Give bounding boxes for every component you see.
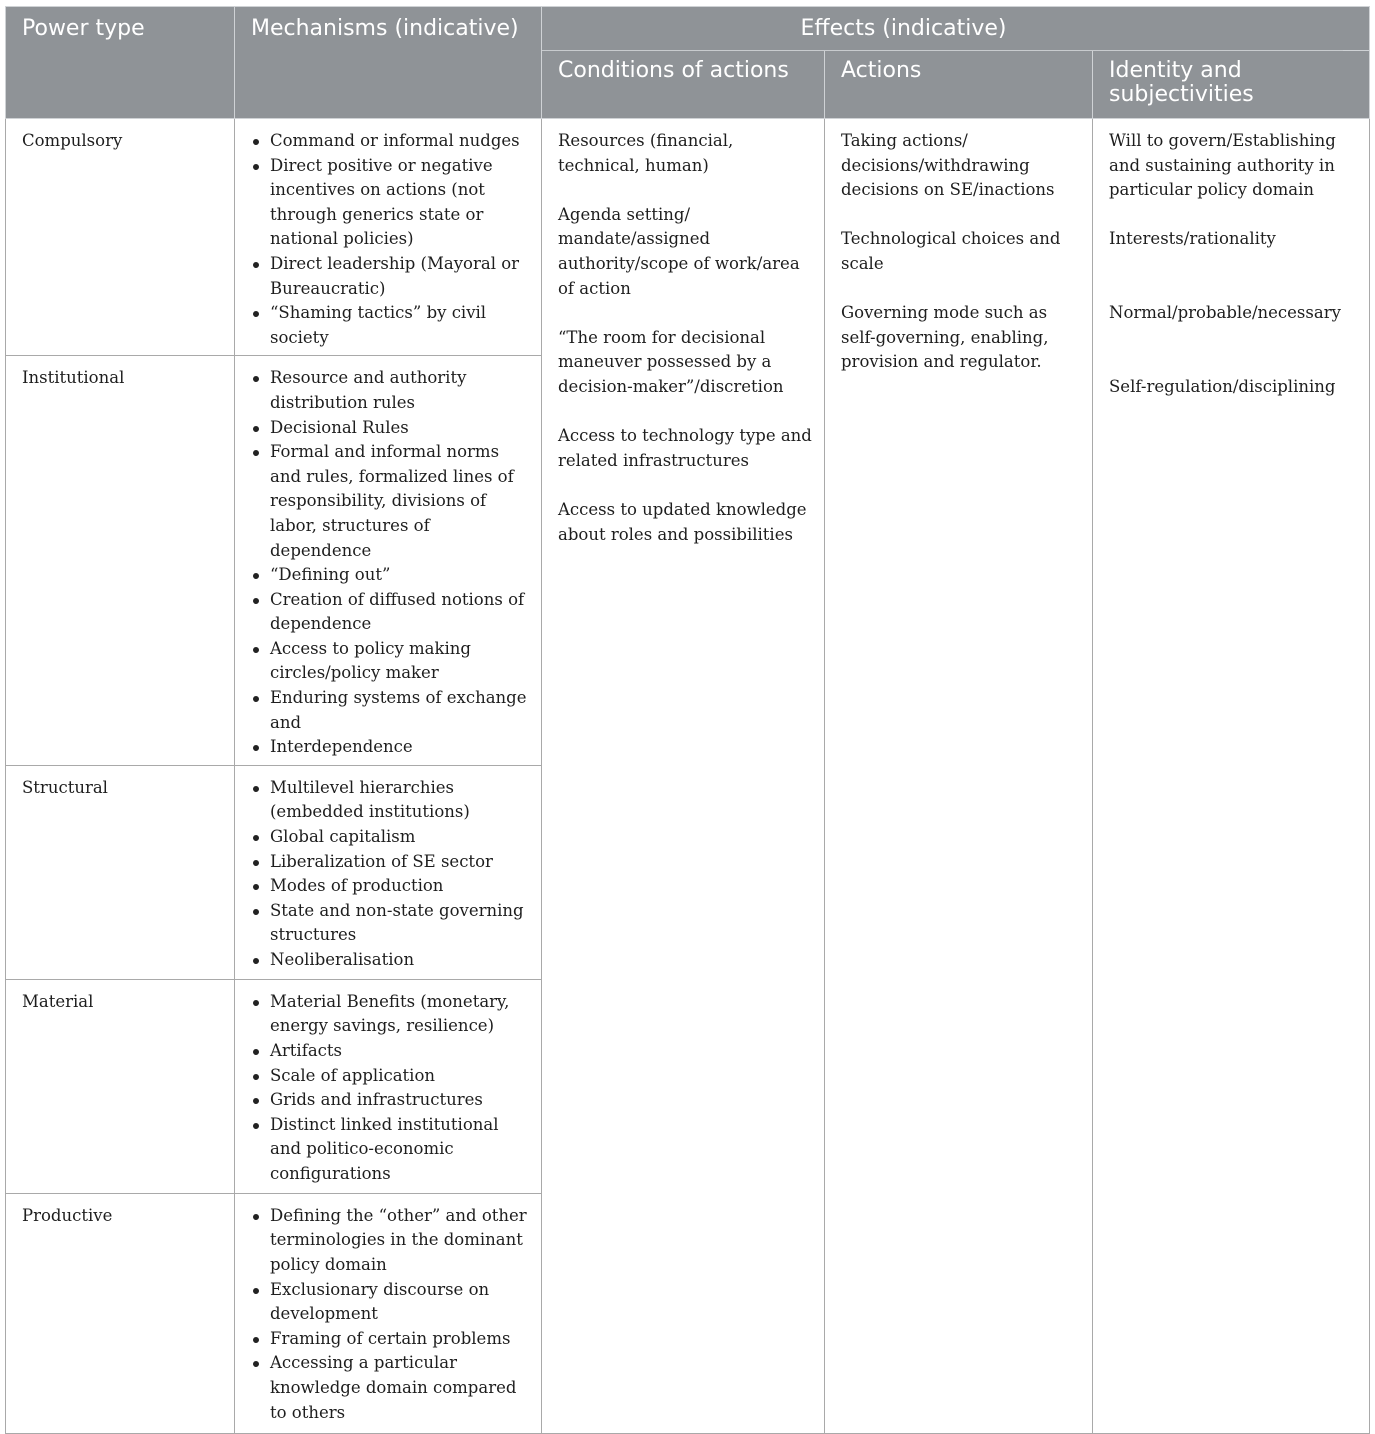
list-item: Multilevel hierarchies (embedded institutions) <box>249 776 529 825</box>
conditions-item: Resources (financial, technical, human) <box>558 131 734 175</box>
power-type-cell: Institutional <box>6 356 235 766</box>
table-row <box>6 119 1370 356</box>
list-item: Liberalization of SE sector <box>249 850 529 875</box>
header-effects <box>542 7 1370 51</box>
identity-item: Will to govern/Establishing and sustaining authority in particular policy domain <box>1109 131 1336 200</box>
list-item: Grids and infrastructures <box>249 1088 529 1113</box>
identity-cell <box>1093 119 1370 1434</box>
power-type-cell: Material <box>6 979 235 1193</box>
mechanisms-cell <box>235 979 542 1193</box>
list-item: Direct positive or negative incentives on actions (not through generics state or national policies) <box>249 154 529 252</box>
list-item: “Defining out” <box>249 563 529 588</box>
list-item: Distinct linked institutional and politico-economic configurations <box>249 1113 529 1187</box>
mechanisms-list <box>249 1204 529 1425</box>
list-item: Modes of production <box>249 874 529 899</box>
mechanisms-list <box>249 366 529 760</box>
list-item: Defining the “other” and other terminologies in the dominant policy domain <box>249 1204 529 1278</box>
header-conditions: Conditions of actions <box>542 51 825 119</box>
mechanisms-list <box>249 129 529 350</box>
actions-item: Technological choices and scale <box>841 229 1061 273</box>
list-item: Scale of application <box>249 1064 529 1089</box>
list-item: Exclusionary discourse on development <box>249 1278 529 1327</box>
list-item: Direct leadership (Mayoral or Bureaucratic) <box>249 252 529 301</box>
power-type-cell: Productive <box>6 1193 235 1433</box>
actions-item: Taking actions/ decisions/withdrawing decisions on SE/inactions <box>841 131 1055 200</box>
conditions-item: Agenda setting/ mandate/assigned authority/scope of work/area of action <box>558 204 800 298</box>
mechanisms-cell <box>235 765 542 979</box>
conditions-item: “The room for decisional maneuver possessed by a decision-maker”/discretion <box>558 327 784 396</box>
header-effects-label: Effects (indicative) <box>800 16 1007 41</box>
header-power-type: Power type <box>6 7 235 119</box>
list-item: State and non-state governing structures <box>249 899 529 948</box>
header-actions: Actions <box>825 51 1093 119</box>
list-item: Global capitalism <box>249 825 529 850</box>
list-item: Artifacts <box>249 1039 529 1064</box>
list-item: Interdependence <box>249 735 529 760</box>
header-mechanisms: Mechanisms (indicative) <box>235 7 542 119</box>
header-identity: Identity and subjectivities <box>1093 51 1370 119</box>
mechanisms-list <box>249 990 529 1187</box>
actions-cell <box>825 119 1093 1434</box>
list-item: Formal and informal norms and rules, formalized lines of responsibility, divisions of labor, structures of dependence <box>249 440 529 563</box>
list-item: “Shaming tactics” by civil society <box>249 301 529 350</box>
mechanisms-cell <box>235 119 542 356</box>
list-item: Decisional Rules <box>249 416 529 441</box>
conditions-item: Access to updated knowledge about roles and possibilities <box>558 499 807 544</box>
list-item: Access to policy making circles/policy maker <box>249 637 529 686</box>
list-item: Enduring systems of exchange and <box>249 686 529 735</box>
identity-item: Normal/probable/necessary <box>1109 302 1341 322</box>
list-item: Neoliberalisation <box>249 948 529 973</box>
mechanisms-list <box>249 776 529 973</box>
identity-item: Interests/rationality <box>1109 229 1276 249</box>
power-type-cell: Structural <box>6 765 235 979</box>
conditions-item: Access to technology type and related infrastructures <box>558 426 812 470</box>
conditions-cell <box>542 119 825 1434</box>
mechanisms-cell <box>235 356 542 766</box>
list-item: Accessing a particular knowledge domain compared to others <box>249 1351 529 1425</box>
mechanisms-cell <box>235 1193 542 1433</box>
list-item: Framing of certain problems <box>249 1327 529 1352</box>
list-item: Material Benefits (monetary, energy savings, resilience) <box>249 990 529 1039</box>
identity-item: Self-regulation/disciplining <box>1109 376 1336 396</box>
list-item: Creation of diffused notions of dependence <box>249 588 529 637</box>
power-effects-table <box>5 6 1370 1434</box>
actions-item: Governing mode such as self-governing, enabling, provision and regulator. <box>841 303 1049 372</box>
list-item: Command or informal nudges <box>249 129 529 154</box>
list-item: Resource and authority distribution rules <box>249 366 529 415</box>
power-type-cell: Compulsory <box>6 119 235 356</box>
